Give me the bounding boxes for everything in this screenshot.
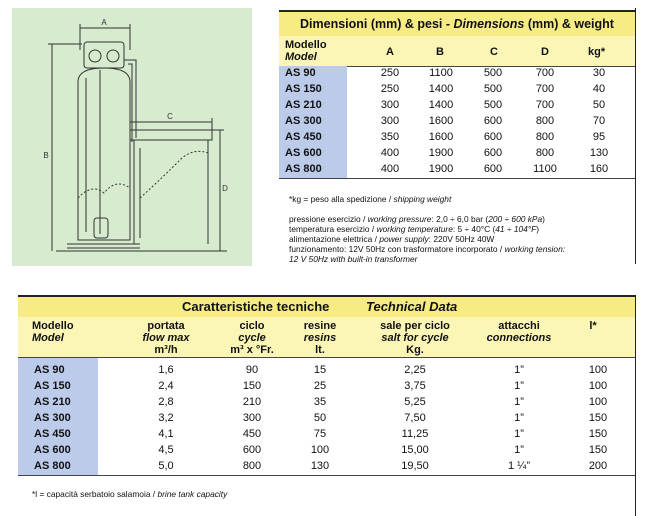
table-row (279, 66, 635, 82)
cell-resins: 15 (313, 364, 327, 376)
header-salt-en: salt for cycle (381, 332, 449, 344)
note-value-en: 200 ÷ 600 kPa (488, 214, 543, 224)
header-resins (290, 320, 350, 356)
cell-b: 1600 (428, 131, 454, 143)
cell-salt: 15,00 (401, 444, 429, 456)
cell-a: 250 (380, 67, 400, 79)
note-temperature (289, 224, 539, 234)
cell-d: 800 (535, 115, 555, 127)
cell-c: 500 (483, 99, 503, 111)
cell-resins: 130 (310, 460, 330, 472)
cell-flow: 2,4 (158, 380, 174, 392)
cell-connections: 1” (514, 364, 524, 376)
note-pressure (289, 214, 545, 224)
cell-salt: 3,75 (404, 380, 426, 392)
note-value: : 220V 50Hz 40W (428, 234, 495, 244)
header-liters-label: l* (589, 320, 597, 332)
cell-model: AS 90 (285, 67, 316, 79)
table-row (279, 98, 635, 114)
note-power-supply (289, 234, 494, 244)
header-model-en: Model (285, 51, 317, 63)
cell-a: 400 (380, 163, 400, 175)
note-end: ) (536, 224, 540, 234)
cell-resins: 35 (313, 396, 327, 408)
dimensions-table-title (279, 10, 635, 38)
cell-b: 1900 (428, 163, 454, 175)
cell-c: 600 (483, 147, 503, 159)
cell-salt: 7,50 (404, 412, 426, 424)
softener-drawing (12, 8, 252, 266)
cell-c: 600 (483, 115, 503, 127)
cell-flow: 5,0 (158, 460, 174, 472)
cell-liters: 100 (588, 364, 608, 376)
cell-model: AS 90 (34, 364, 65, 376)
cell-model: AS 150 (285, 83, 322, 95)
divider (18, 475, 635, 476)
header-model-en: Model (32, 332, 64, 344)
cell-c: 600 (483, 163, 503, 175)
title-en: Technical Data (366, 299, 458, 314)
header-cycle (212, 320, 292, 356)
cell-liters: 150 (588, 412, 608, 424)
table-row (279, 162, 635, 178)
note-value: : 5 ÷ 40°C ( (452, 224, 496, 234)
note-text-en: power supply (379, 234, 429, 244)
header-col-d: D (541, 46, 549, 58)
header-flow-unit: m³/h (154, 344, 178, 356)
title-en: Dimensions (453, 17, 525, 31)
cell-connections: 1” (514, 396, 524, 408)
cell-resins: 75 (313, 428, 327, 440)
note-text-en: working temperature (376, 224, 453, 234)
cell-resins: 100 (310, 444, 330, 456)
header-model-it: Modello (285, 39, 327, 51)
cell-kg: 50 (592, 99, 606, 111)
cell-cycle: 300 (242, 412, 262, 424)
cell-cycle: 90 (245, 364, 259, 376)
cell-liters: 200 (588, 460, 608, 472)
note-working-tension (289, 244, 565, 254)
note-text: pressione esercizio / (289, 214, 368, 224)
dim-label-c: C (167, 112, 173, 121)
cell-b: 1600 (428, 115, 454, 127)
header-liters (578, 320, 608, 332)
table-row (279, 114, 635, 130)
dimensions-table-header (279, 36, 635, 67)
cell-model: AS 450 (285, 131, 322, 143)
cell-kg: 130 (589, 147, 609, 159)
header-flow-it: portata (147, 320, 185, 332)
cell-model: AS 600 (285, 147, 322, 159)
cell-connections: 1” (514, 444, 524, 456)
cell-kg: 160 (589, 163, 609, 175)
cell-model: AS 600 (34, 444, 71, 456)
header-col-c: C (490, 46, 498, 58)
header-resins-unit: lt. (315, 344, 325, 356)
cell-d: 700 (535, 99, 555, 111)
table-row (279, 146, 635, 162)
header-col-b: B (436, 46, 444, 58)
table-row (279, 130, 635, 146)
header-flow-en: flow max (142, 332, 190, 344)
cell-model: AS 150 (34, 380, 71, 392)
cell-d: 800 (535, 147, 555, 159)
cell-connections: 1” (514, 380, 524, 392)
dim-label-d: D (222, 184, 228, 193)
divider (279, 178, 635, 179)
dimensions-table (279, 8, 636, 264)
cell-a: 250 (380, 83, 400, 95)
cell-flow: 4,5 (158, 444, 174, 456)
cell-cycle: 210 (242, 396, 262, 408)
note-value-en: 41 ÷ 104°F (495, 224, 537, 234)
cell-d: 1100 (533, 163, 557, 175)
note-text-en: 12 V 50Hz with built-in transformer (289, 254, 418, 264)
cell-model: AS 210 (34, 396, 71, 408)
cell-salt: 11,25 (401, 428, 429, 440)
header-model-it: Modello (32, 320, 74, 332)
note-text-en: working tension: (504, 244, 566, 254)
note-text-en: working pressure (367, 214, 432, 224)
cell-liters: 100 (588, 396, 608, 408)
cell-flow: 1,6 (158, 364, 174, 376)
header-connections (474, 320, 564, 344)
cell-c: 600 (483, 131, 503, 143)
header-cycle-unit: m³ x °Fr. (230, 344, 274, 356)
cell-model: AS 300 (285, 115, 322, 127)
cell-model: AS 450 (34, 428, 71, 440)
technical-data-table (18, 295, 636, 516)
cell-a: 300 (380, 115, 400, 127)
table-row (18, 443, 635, 459)
cell-cycle: 450 (242, 428, 262, 440)
table-row (18, 459, 635, 475)
technical-data-header (18, 317, 635, 358)
note-value: : 2,0 ÷ 6,0 bar ( (431, 214, 489, 224)
cell-d: 700 (535, 67, 555, 79)
cell-b: 1900 (428, 147, 454, 159)
cell-model: AS 210 (285, 99, 322, 111)
dim-label-b: B (43, 151, 49, 160)
header-cycle-it: ciclo (239, 320, 265, 332)
cell-a: 300 (380, 99, 400, 111)
note-brine-capacity (32, 489, 227, 499)
header-salt (360, 320, 470, 356)
cell-kg: 30 (592, 67, 606, 79)
note-end: ) (542, 214, 545, 224)
table-row (18, 363, 635, 379)
note-transformer (289, 254, 417, 264)
cell-c: 500 (483, 83, 503, 95)
note-text-en: shipping weight (393, 194, 452, 204)
table-row (18, 379, 635, 395)
cell-flow: 4,1 (158, 428, 174, 440)
note-shipping-weight (289, 194, 451, 204)
header-connections-it: attacchi (498, 320, 540, 332)
header-salt-unit: Kg. (406, 344, 424, 356)
cell-liters: 150 (588, 428, 608, 440)
cell-liters: 150 (588, 444, 608, 456)
cell-salt: 19,50 (401, 460, 429, 472)
header-resins-it: resine (303, 320, 337, 332)
table-row (18, 411, 635, 427)
cell-model: AS 800 (34, 460, 71, 472)
header-flow (126, 320, 206, 356)
cell-connections: 1” (514, 428, 524, 440)
cell-flow: 2,8 (158, 396, 174, 408)
header-resins-en: resins (303, 332, 337, 344)
header-col-kg: kg* (588, 46, 606, 58)
cell-kg: 95 (592, 131, 606, 143)
technical-data-title (18, 295, 635, 319)
cell-b: 1100 (429, 67, 453, 79)
softener-diagram (12, 8, 252, 266)
cell-resins: 25 (313, 380, 327, 392)
dim-label-a: A (101, 18, 107, 27)
cell-resins: 50 (313, 412, 327, 424)
cell-cycle: 600 (242, 444, 262, 456)
header-salt-it: sale per ciclo (380, 320, 450, 332)
cell-connections: 1” (514, 412, 524, 424)
header-cycle-en: cycle (238, 332, 266, 344)
cell-d: 700 (535, 83, 555, 95)
cell-salt: 2,25 (404, 364, 426, 376)
note-text-en: brine tank capacity (157, 489, 228, 499)
cell-salt: 5,25 (404, 396, 426, 408)
cell-model: AS 800 (285, 163, 322, 175)
title-it: Caratteristiche tecniche (182, 299, 330, 314)
cell-connections: 1 ¼” (507, 460, 530, 472)
note-text: *l = capacità serbatoio salamoia / (32, 489, 158, 499)
table-row (18, 427, 635, 443)
title-it: Dimensioni (mm) & pesi - (300, 17, 454, 31)
cell-b: 1400 (428, 99, 454, 111)
cell-kg: 40 (592, 83, 606, 95)
cell-cycle: 150 (242, 380, 262, 392)
cell-cycle: 800 (242, 460, 262, 472)
table-row (18, 395, 635, 411)
cell-a: 350 (380, 131, 400, 143)
title-en-rest: (mm) & weight (524, 17, 614, 31)
note-text: alimentazione elettrica / (289, 234, 380, 244)
header-col-a: A (386, 46, 394, 58)
cell-b: 1400 (428, 83, 454, 95)
table-row (279, 82, 635, 98)
note-text: temperatura esercizio / (289, 224, 377, 234)
note-text: funzionamento: 12V 50Hz con trasformatore incorporato / (289, 244, 505, 254)
cell-c: 500 (483, 67, 503, 79)
cell-flow: 3,2 (158, 412, 174, 424)
cell-kg: 70 (592, 115, 606, 127)
header-model (32, 320, 92, 344)
cell-model: AS 300 (34, 412, 71, 424)
cell-d: 800 (535, 131, 555, 143)
cell-a: 400 (380, 147, 400, 159)
header-connections-en: connections (486, 332, 552, 344)
note-text: *kg = peso alla spedizione / (289, 194, 394, 204)
cell-liters: 100 (588, 380, 608, 392)
